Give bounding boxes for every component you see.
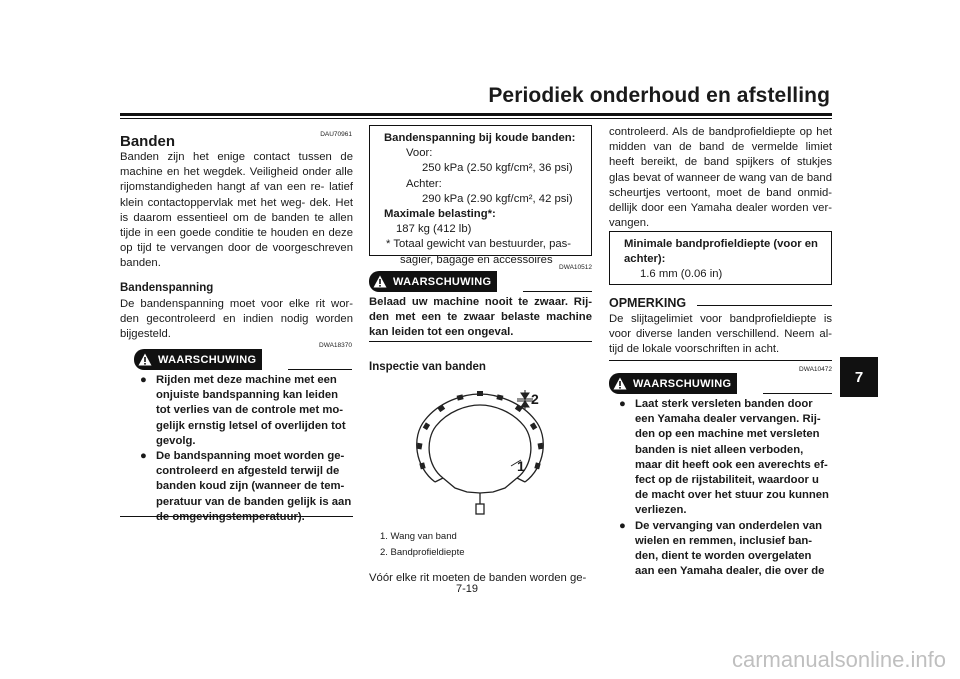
warning-rule (763, 393, 832, 394)
spec-load-title: Maximale belasting*: (384, 208, 496, 221)
inspection-paragraph: controleerd. Als de bandprofieldiepte op het midden van de band de vermelde limiet heeft bereikt, de band spijkers of stukjes glas bevat of wanneer de wang van de band scheurtjes vertoont, moet de band onmid- dellijk door een Yamaha dealer worden ver- vangen. (609, 126, 832, 230)
warning-label: WAARSCHUWING (158, 353, 257, 366)
overload-warning: Belaad uw machine nooit te zwaar. Rij- den met een te zwaar belaste machine kan leiden tot een ongeval. (369, 296, 592, 339)
inspection-paragraph-start: Vóór elke rit moeten de banden worden ge- (369, 572, 587, 584)
note-heading: OPMERKING (609, 296, 687, 310)
spec-value: 1.6 mm (0.06 in) (640, 268, 723, 281)
header-rule (120, 113, 832, 116)
warning-code: DWA18370 (319, 342, 352, 349)
warning-end-rule (369, 341, 592, 342)
warning-label: WAARSCHUWING (633, 377, 732, 390)
spec-front-label: Voor: (406, 147, 433, 160)
depth-indicator (511, 390, 533, 466)
pressure-paragraph: De bandenspanning moet voor elke rit wor- den gecontroleerd en indien nodig worden bijgesteld. (120, 298, 353, 341)
legend-item-1: 1. Wang van band (380, 531, 457, 542)
section-title: Banden (120, 133, 176, 150)
page-number: 7-19 (456, 583, 479, 595)
pressure-spec-box (369, 125, 592, 266)
warning-triangle-icon (613, 377, 627, 390)
spec-footnote-2: sagier, bagage en accessoires (400, 253, 553, 266)
warning-rule (288, 369, 352, 370)
warning-label: WAARSCHUWING (393, 275, 492, 288)
figure-callout-1: 1 (517, 458, 525, 474)
page-title: Periodiek onderhoud en afstelling (488, 84, 830, 107)
note-end-rule (609, 360, 832, 361)
list-item: ● De vervanging van onderdelen van wielen en remmen, inclusief ban- den, dient te worden overgelaten aan een Yamaha dealer, die over de (619, 519, 825, 578)
legend-item-2: 2. Bandprofieldiepte (380, 547, 465, 558)
tire-outline (417, 394, 544, 514)
warning-list (617, 397, 832, 579)
note-text: De slijtagelimiet voor bandprofieldiepte is voor diverse landen verschillend. Neem al- tijd de lokale voorschriften in acht. (609, 313, 832, 356)
spec-title: Minimale bandprofieldiepte (voor en achter): (624, 238, 818, 266)
warning-code: DWA10512 (559, 264, 592, 271)
warning-triangle-icon (138, 353, 152, 366)
spec-front-value: 250 kPa (2.50 kgf/cm², 36 psi) (422, 162, 573, 175)
chapter-tab: 7 (840, 357, 878, 397)
intro-paragraph: Banden zijn het enige contact tussen de machine en het wegdek. Veiligheid onder alle rijomstandigheden hangt af van een re- latief klein contactoppervlak met het weg- dek. Het is daarom essentieel om de banden te allen tijde in een goede conditie te houden en deze op tijd te vervangen door de voorgeschreven banden. (120, 151, 353, 270)
warning-code: DWA10472 (799, 366, 832, 373)
warning-list (138, 373, 353, 525)
warning-badge (609, 373, 737, 394)
spec-rear-value: 290 kPa (2.90 kgf/cm², 42 psi) (422, 192, 573, 205)
list-item: ● De bandspanning moet worden ge- controleerd en afgesteld terwijl de banden koud zijn (wanneer de tem- peratuur van de banden gelijk is aan (140, 450, 352, 508)
subsection-title: Bandenspanning (120, 282, 214, 294)
warning-badge (369, 271, 497, 292)
note-rule (697, 305, 832, 306)
spec-footnote: * Totaal gewicht van bestuurder, pas- (386, 238, 572, 251)
subsection-title: Inspectie van banden (369, 361, 486, 373)
figure-callout-2: 2 (531, 391, 539, 407)
spec-rear-label: Achter: (406, 177, 442, 190)
header-rule-thin (120, 118, 832, 119)
watermark: carmanualsonline.info (731, 647, 946, 672)
spec-title: Bandenspanning bij koude banden: (384, 132, 576, 144)
list-item: ● Laat sterk versleten banden door een Yamaha dealer vervangen. Rij- den op een machine met versleten banden is niet alleen verboden, maar dit heeft ook een averechts ef- fect op de rijstabiliteit, waardoor u de macht over het stuur zou kunnen verliezen. (619, 398, 829, 517)
spec-load-value: 187 kg (412 lb) (396, 223, 472, 236)
section-code: DAU70961 (320, 131, 352, 138)
warning-triangle-icon (373, 275, 387, 288)
tread-depth-spec-box (609, 231, 832, 285)
warning-end-rule (120, 516, 353, 517)
warning-rule (523, 291, 592, 292)
warning-badge (134, 349, 262, 370)
figure-legend (380, 529, 465, 561)
list-item: ● Rijden met deze machine met een onjuiste bandspanning kan leiden tot verlies van de controle met mo- gelijk ernstig letsel of overlijden tot gevolg. (140, 374, 346, 447)
